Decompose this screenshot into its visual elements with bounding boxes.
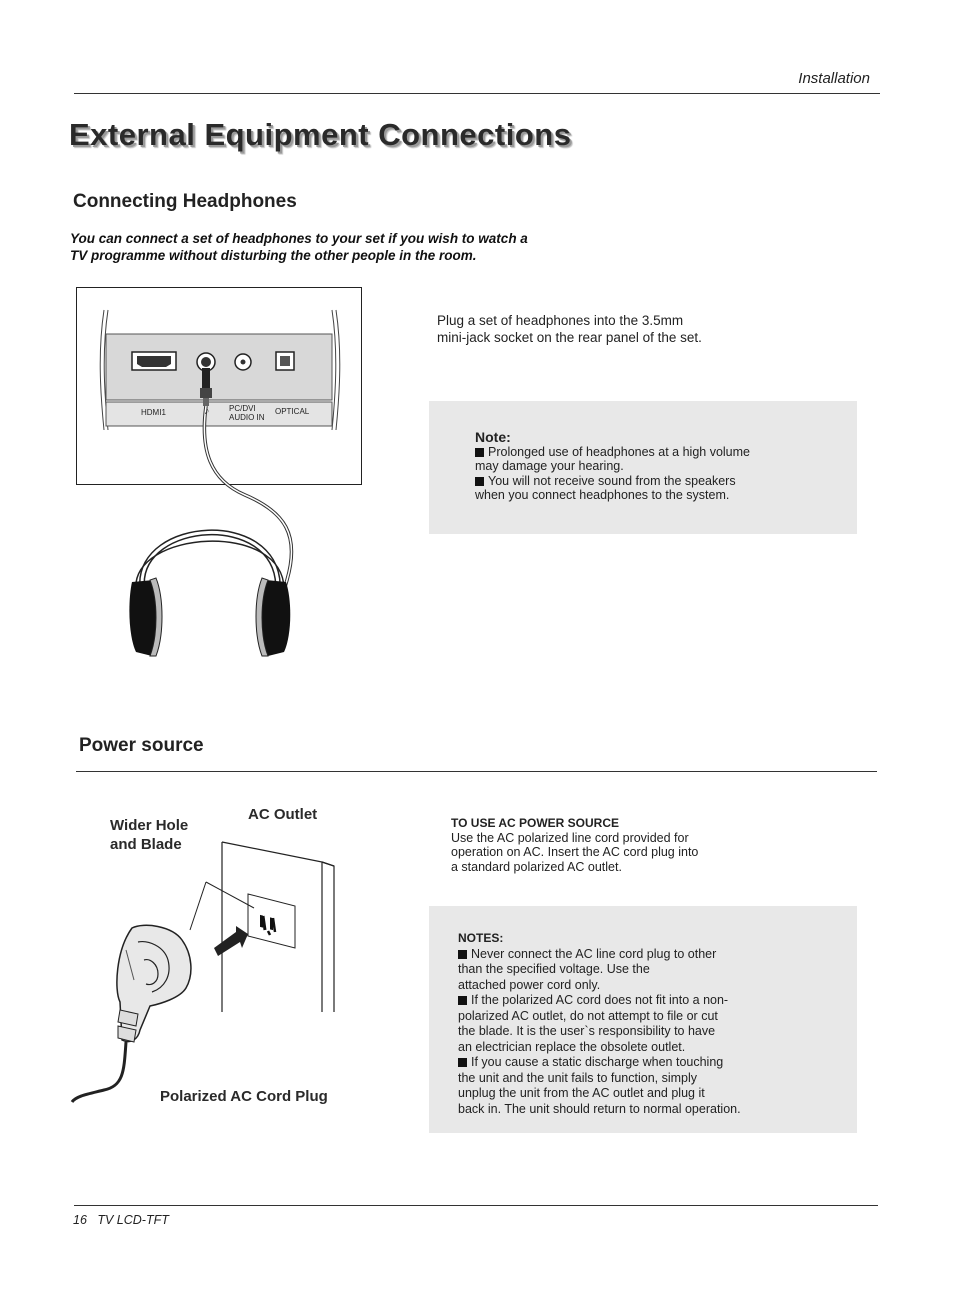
panel-label-pc-audio (229, 404, 265, 422)
note-text: Never connect the AC line cord plug to other (471, 946, 717, 961)
ac-power-title: TO USE AC POWER SOURCE (451, 816, 620, 830)
note-item (458, 947, 848, 994)
header-section-label: Installation (798, 70, 870, 87)
pc-audio-jack-icon (235, 354, 251, 370)
wider-hole-line: Wider Hole (110, 817, 189, 834)
power-notes-box (429, 906, 857, 1133)
note-text: If you cause a static discharge when touching (471, 1055, 724, 1069)
note-text: Prolonged use of headphones at a high volume (488, 444, 750, 459)
note-item (458, 993, 848, 1055)
page-number: 16 (73, 1213, 87, 1227)
note-text: an electrician replace the obsolete outlet. (458, 1039, 686, 1054)
note-text: unplug the unit from the AC outlet and plug it (458, 1086, 705, 1100)
notes-title: NOTES: (458, 931, 504, 945)
headphones-icon (129, 532, 290, 656)
note-text: may damage your hearing. (475, 459, 624, 473)
bullet-icon (458, 1058, 467, 1067)
panel-label-hdmi: HDMI1 (141, 408, 166, 417)
headphones-intro (70, 230, 630, 264)
note-text: than the specified voltage. Use the (458, 962, 650, 976)
ac-power-line: Use the AC polarized line cord provided for (451, 830, 689, 845)
page-footer (73, 1213, 169, 1227)
note-item (458, 1055, 848, 1117)
panel-label-audio-in: AUDIO IN (229, 413, 265, 422)
ac-outlet-icon (222, 842, 334, 1012)
power-divider (76, 771, 877, 772)
hdmi-port-icon (132, 352, 176, 370)
plug-label: Polarized AC Cord Plug (160, 1088, 328, 1105)
ac-power-instructions (451, 816, 811, 874)
note-text: You will not receive sound from the speakers (488, 473, 736, 488)
bullet-icon (475, 448, 484, 457)
panel-label-optical: OPTICAL (275, 407, 310, 416)
headphones-illustration (70, 280, 380, 670)
product-name: TV LCD-TFT (97, 1213, 169, 1227)
wider-hole-line: and Blade (110, 836, 182, 853)
section-heading-headphones: Connecting Headphones (73, 191, 297, 212)
header-divider (74, 93, 880, 94)
note-title: Note: (475, 429, 511, 445)
footer-divider (74, 1205, 878, 1206)
headphones-note-box (429, 401, 857, 534)
panel-label-pc-dvi: PC/DVI (229, 404, 256, 413)
insert-arrow-icon (214, 926, 248, 956)
optical-port-icon (276, 352, 294, 370)
note-text: If the polarized AC cord does not fit into a non- (471, 993, 729, 1007)
page-title: External Equipment Connections (69, 117, 572, 152)
bullet-icon (475, 477, 484, 486)
ac-outlet-label: AC Outlet (248, 806, 318, 823)
music-note-icon: ♪ (204, 405, 210, 417)
headphones-instruction (437, 312, 797, 346)
bullet-icon (458, 996, 467, 1005)
note-item (475, 445, 845, 474)
intro-line: You can connect a set of headphones to your set if you wish to watch a (70, 231, 528, 246)
instruction-line: Plug a set of headphones into the 3.5mm (437, 313, 684, 328)
bullet-icon (458, 950, 467, 959)
instruction-line: mini-jack socket on the rear panel of the set. (437, 330, 702, 345)
note-item (475, 474, 845, 503)
section-heading-power: Power source (79, 735, 204, 756)
power-plug-illustration (64, 830, 354, 1110)
note-text: the unit and the unit fails to function, simply (458, 1070, 698, 1085)
intro-line: TV programme without disturbing the other people in the room. (70, 248, 477, 263)
note-text: polarized AC outlet, do not attempt to file or cut (458, 1008, 718, 1023)
note-text: the blade. It is the user`s responsibility to have (458, 1024, 716, 1038)
note-text: back in. The unit should return to normal operation. (458, 1101, 741, 1116)
note-text: when you connect headphones to the system. (475, 488, 730, 502)
power-plug-icon (72, 925, 191, 1102)
note-text: attached power cord only. (458, 977, 601, 992)
ac-power-line: a standard polarized AC outlet. (451, 859, 622, 874)
ac-power-line: operation on AC. Insert the AC cord plug into (451, 845, 699, 859)
